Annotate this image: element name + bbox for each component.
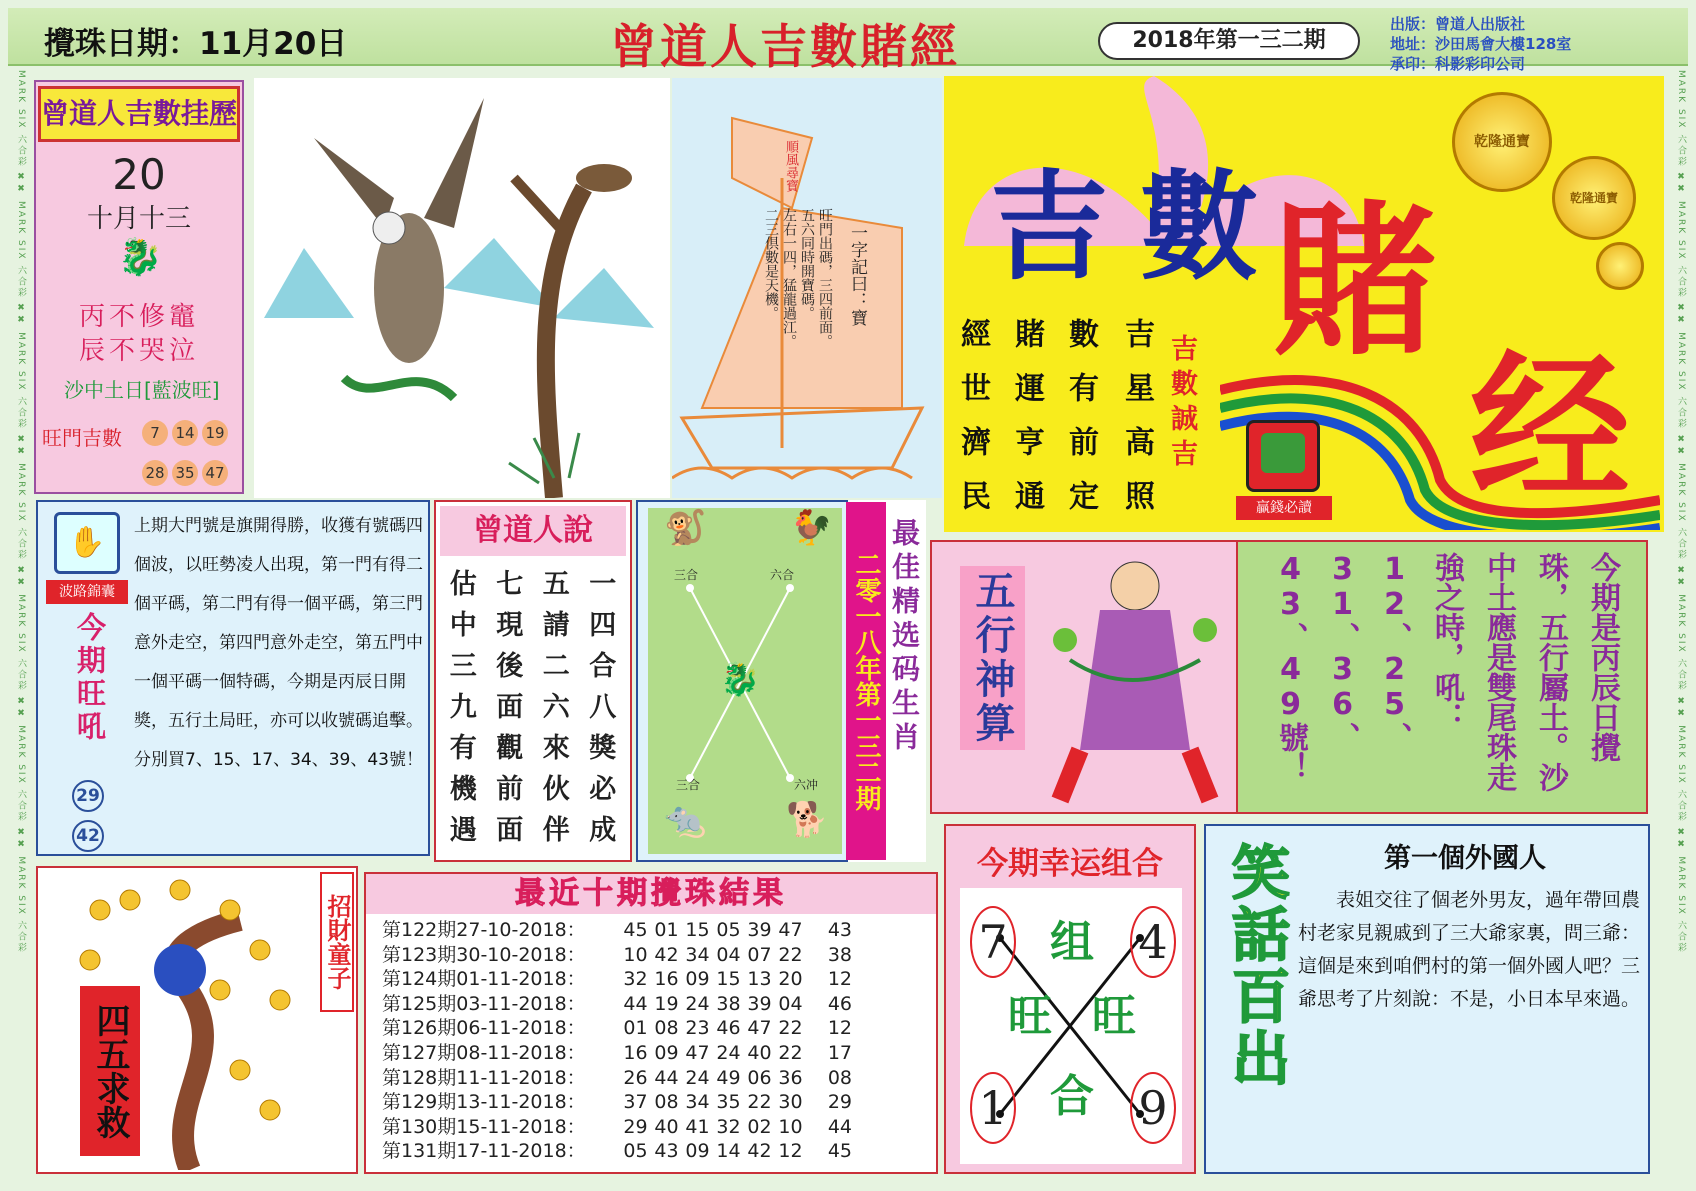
combo-num-tl: 7 [970, 906, 1016, 978]
banner-char-shu: 數 [1140, 157, 1259, 296]
calendar-lunar: 十月十三 [86, 204, 191, 234]
row-num: 12 [778, 1140, 803, 1163]
table-row [382, 1090, 930, 1115]
row-num: 34 [685, 943, 710, 966]
saying-char: 有 [449, 733, 477, 764]
row-num: 39 [747, 992, 772, 1015]
table-row [382, 943, 930, 968]
printer-line: 承印：科影彩印公司 [1390, 55, 1526, 73]
calendar-element [64, 374, 220, 403]
results-table [382, 918, 930, 1164]
row-special: 17 [827, 1041, 852, 1064]
row-num: 14 [716, 1140, 741, 1163]
deity-icon [1040, 550, 1230, 808]
element-text: 沙中土日 [64, 378, 144, 402]
eagle-snake-tree-icon [254, 78, 670, 498]
rooster-icon: 🐓 [790, 508, 833, 548]
row-num: 24 [716, 1041, 741, 1064]
element-tag: [藍波旺] [144, 378, 220, 402]
combo-num-br: 9 [1130, 1072, 1176, 1144]
joke-title: 第一個外國人 [1384, 843, 1546, 874]
row-num: 26 [623, 1066, 648, 1089]
table-row [382, 992, 930, 1017]
sail-verse-title: 一字記曰：寶 [847, 224, 867, 326]
story-vertical-title: 今期旺吼 [73, 612, 107, 744]
row-num: 04 [716, 943, 741, 966]
row-num: 32 [623, 968, 648, 991]
lucky-ball: 19 [202, 420, 228, 446]
row-num: 32 [716, 1115, 741, 1138]
combo-char-top: 组 [1050, 917, 1094, 968]
saying-char: 三 [449, 651, 477, 682]
row-special: 12 [827, 1017, 852, 1040]
address-line: 地址：沙田馬會大樓128室 [1390, 35, 1572, 53]
saying-char: 後 [496, 651, 524, 682]
row-num: 09 [654, 1041, 679, 1064]
row-num: 13 [747, 968, 772, 991]
row-num: 06 [747, 1066, 772, 1089]
row-num: 07 [747, 943, 772, 966]
lucky-numbers-row1 [140, 418, 240, 448]
banner-poem-4: 經世濟民 [955, 318, 990, 534]
saying-char: 六 [542, 692, 570, 723]
row-num: 42 [654, 943, 679, 966]
banner-poem-2: 數有前定 [1063, 318, 1098, 534]
lucky-ball: 47 [202, 460, 228, 486]
coin-icon-3 [1596, 242, 1644, 290]
row-special: 08 [827, 1066, 852, 1089]
table-row [382, 1115, 930, 1140]
saying-char: 機 [449, 774, 477, 805]
row-special: 45 [827, 1140, 852, 1163]
publisher-line: 出版：曾道人出版社 [1390, 15, 1526, 33]
badge-must-read: 贏錢必讀 [1236, 496, 1332, 520]
saying-char: 請 [542, 610, 570, 641]
row-num: 19 [654, 992, 679, 1015]
row-num: 30 [778, 1091, 803, 1114]
row-num: 02 [747, 1115, 772, 1138]
lucky-combo-title: 今期幸运组合 [977, 846, 1163, 882]
row-special: 12 [827, 968, 852, 991]
row-num: 22 [778, 943, 803, 966]
saying-char: 合 [589, 651, 617, 682]
row-label: 第131期17-11-2018： [382, 1140, 586, 1163]
sail-verse-2: 旺門出碼，三四前面。 [817, 208, 833, 348]
results-title: 最近十期攪珠結果 [366, 874, 936, 914]
calendar-line2: 辰不哭泣 [78, 336, 199, 366]
row-num: 43 [654, 1140, 679, 1163]
eagle-illustration [254, 78, 670, 498]
row-num: 16 [623, 1041, 648, 1064]
row-num: 08 [654, 1017, 679, 1040]
row-num: 16 [654, 968, 679, 991]
saying-char: 四 [589, 610, 617, 641]
combo-char-left: 旺 [1008, 991, 1052, 1042]
coin-icon-1: 乾隆通寶 [1452, 92, 1552, 192]
zodiac-label-bl: 三合 [676, 778, 701, 792]
row-num: 10 [778, 1115, 803, 1138]
saying-char: 二 [542, 651, 570, 682]
saying-char: 現 [496, 610, 524, 641]
row-num: 47 [778, 919, 803, 941]
joke-text: 表姐交往了個老外男友，過年帶回農村老家見親戚到了三大爺家裏，問三爺：這個是來到咱們村的第一個外國人吧？三爺思考了片刻說：不是，小日本早來過。 [1298, 889, 1641, 1010]
banner-poem-1: 吉星高照 [1119, 318, 1154, 534]
saying-title: 曾道人說 [440, 506, 626, 556]
row-num: 44 [623, 992, 648, 1015]
fortune-label: 四五求救 [80, 986, 140, 1156]
saying-char: 一 [589, 569, 617, 600]
dragon-icon: 🐉 [117, 237, 163, 278]
story-badge: 波路錦囊 [46, 580, 128, 604]
banner-poem-3: 賭運亨通 [1009, 318, 1044, 534]
row-num: 45 [623, 919, 648, 941]
calendar-day: 20 [112, 150, 166, 199]
row-num: 09 [685, 968, 710, 991]
saying-char: 面 [496, 815, 524, 846]
wuxing-text: 今期是丙辰日攪珠，五行屬土。沙中土應是雙尾珠走強之時，吼：12、25、31、36、43、49號！ [1273, 552, 1620, 792]
row-label: 第122期27-10-2018： [382, 919, 586, 941]
wuxing-title: 五行神算 [960, 566, 1025, 750]
combo-num-bl: 1 [970, 1072, 1016, 1144]
row-num: 05 [716, 919, 741, 941]
calendar-line1: 丙不修竈 [78, 302, 199, 332]
combo-char-right: 旺 [1092, 991, 1136, 1042]
saying-grid [440, 564, 626, 851]
row-num: 09 [685, 1140, 710, 1163]
page-title: 曾道人吉數賭經 [610, 20, 960, 75]
row-num: 01 [623, 1017, 648, 1040]
saying-char: 成 [589, 815, 617, 846]
side-border-left: MARK SIX 六合彩 ✖✖ MARK SIX 六合彩 ✖✖ MARK SIX 六合彩 ✖✖ MARK SIX 六合彩 ✖✖ MARK SIX 六合彩 ✖✖ MARK SIX 六合彩 ✖✖ MARK SIX 六合彩 [16, 70, 26, 954]
row-num: 15 [716, 968, 741, 991]
lucky-numbers-row2 [140, 458, 240, 488]
banner-char-ji: 吉 [990, 157, 1109, 296]
row-num: 42 [747, 1140, 772, 1163]
saying-char: 估 [449, 569, 477, 600]
story-num-1: 29 [72, 780, 104, 812]
row-num: 35 [716, 1091, 741, 1114]
deity-illustration [1040, 550, 1230, 808]
table-row [382, 1016, 930, 1041]
zodiac-label-br: 六冲 [794, 778, 819, 792]
zodiac-label-tr: 六合 [770, 568, 795, 582]
row-num: 44 [654, 1066, 679, 1089]
lucky-label: 旺門吉數 [42, 426, 122, 450]
table-row [382, 1139, 930, 1164]
saying-char: 五 [542, 569, 570, 600]
row-num: 34 [685, 1091, 710, 1114]
monkey-icon: 🐒 [664, 508, 707, 548]
combo-num-tr: 4 [1130, 906, 1176, 978]
story-text: 上期大門號是旗開得勝，收獲有號碼四個波，以旺勢凌人出現，第一門有得二個平碼，第二門有得一個平碼，第三門意外走空，第四門意外走空，第五門中一個平碼一個特碼，今期是丙辰日開獎，五行土局旺，亦可以收號碼追擊。分別買7、15、17、34、39、43號！ [134, 516, 423, 770]
rat-icon: 🐀 [664, 800, 707, 840]
saying-char: 必 [589, 774, 617, 805]
row-label: 第128期11-11-2018： [382, 1066, 586, 1089]
sail-flag: 順風尋寶 [783, 140, 798, 192]
row-num: 10 [623, 943, 648, 966]
row-label: 第129期13-11-2018： [382, 1091, 586, 1114]
row-num: 38 [716, 992, 741, 1015]
row-num: 01 [654, 919, 679, 941]
zodiac-title-issue: 二零一八年第一三二期 [846, 502, 886, 860]
row-num: 22 [778, 1017, 803, 1040]
row-num: 49 [716, 1066, 741, 1089]
table-row [382, 1066, 930, 1091]
saying-char: 伙 [542, 774, 570, 805]
saying-char: 前 [496, 774, 524, 805]
banner-char-jing: 经 [1470, 334, 1631, 522]
saying-char: 九 [449, 692, 477, 723]
dog-icon: 🐕 [786, 800, 829, 840]
row-num: 23 [685, 1017, 710, 1040]
sail-verse-5: 二三倶數是天機。 [763, 208, 779, 320]
coin-icon-2: 乾隆通寶 [1552, 156, 1636, 240]
lucky-ball: 14 [172, 420, 198, 446]
zodiac-label-tl: 三合 [674, 568, 699, 582]
row-label: 第127期08-11-2018： [382, 1041, 586, 1064]
lucky-ball: 28 [142, 460, 168, 486]
saying-char: 面 [496, 692, 524, 723]
row-num: 41 [685, 1115, 710, 1138]
row-num: 24 [685, 1066, 710, 1089]
saying-char: 遇 [449, 815, 477, 846]
hand-card-icon: ✋ [54, 512, 120, 574]
joke-vertical-title: 笑話百出 [1222, 842, 1290, 1090]
row-label: 第123期30-10-2018： [382, 943, 586, 966]
row-label: 第124期01-11-2018： [382, 968, 586, 991]
row-num: 40 [747, 1041, 772, 1064]
sail-verse-4: 左右一四，猛龍過江。 [781, 208, 797, 348]
row-num: 05 [623, 1140, 648, 1163]
banner-char-du: 賭 [1272, 184, 1437, 378]
center-dragon-icon: 🐉 [720, 660, 760, 698]
side-border-right: MARK SIX 六合彩 ✖✖ MARK SIX 六合彩 ✖✖ MARK SIX 六合彩 ✖✖ MARK SIX 六合彩 ✖✖ MARK SIX 六合彩 ✖✖ MARK SIX 六合彩 ✖✖ MARK SIX 六合彩 [1676, 70, 1686, 954]
saying-char: 伴 [542, 815, 570, 846]
lucky-ball: 35 [172, 460, 198, 486]
fortune-title: 招財童子 [320, 872, 354, 1012]
row-num: 24 [685, 992, 710, 1015]
row-special: 44 [827, 1115, 852, 1138]
draw-date: 攪珠日期：11月20日 [44, 26, 348, 62]
table-row [382, 1041, 930, 1066]
saying-char: 觀 [496, 733, 524, 764]
sail-verse-3: 五六同時開寶碼。 [799, 208, 815, 320]
row-num: 40 [654, 1115, 679, 1138]
row-num: 37 [623, 1091, 648, 1114]
banner-slogan: 吉數誠吉 [1166, 334, 1197, 474]
issue-badge: 2018年第一三二期 [1098, 22, 1360, 60]
saying-char: 八 [589, 692, 617, 723]
saying-char: 七 [496, 569, 524, 600]
calendar-title: 曾道人吉數挂歷 [38, 86, 240, 142]
row-num: 47 [747, 1017, 772, 1040]
row-label: 第130期15-11-2018： [382, 1115, 586, 1138]
zodiac-title-best: 最佳精选码生肖 [888, 518, 921, 756]
row-special: 29 [827, 1091, 852, 1114]
row-label: 第125期03-11-2018： [382, 992, 586, 1015]
row-special: 46 [827, 992, 852, 1015]
row-num: 15 [685, 919, 710, 941]
table-row [382, 918, 930, 943]
row-num: 29 [623, 1115, 648, 1138]
saying-char: 獎 [589, 733, 617, 764]
lucky-ball: 7 [142, 420, 168, 446]
row-special: 43 [827, 919, 852, 941]
fist-money-icon [1246, 420, 1320, 492]
row-num: 39 [747, 919, 772, 941]
row-num: 36 [778, 1066, 803, 1089]
row-special: 38 [827, 943, 852, 966]
table-row [382, 967, 930, 992]
row-num: 47 [685, 1041, 710, 1064]
row-num: 08 [654, 1091, 679, 1114]
story-num-2: 42 [72, 820, 104, 852]
publisher-info [1390, 14, 1571, 74]
combo-char-bottom: 合 [1050, 1071, 1094, 1122]
saying-char: 來 [542, 733, 570, 764]
saying-char: 中 [449, 610, 477, 641]
row-num: 22 [747, 1091, 772, 1114]
row-num: 46 [716, 1017, 741, 1040]
row-num: 04 [778, 992, 803, 1015]
row-num: 20 [778, 968, 803, 991]
row-num: 22 [778, 1041, 803, 1064]
row-label: 第126期06-11-2018： [382, 1017, 586, 1040]
